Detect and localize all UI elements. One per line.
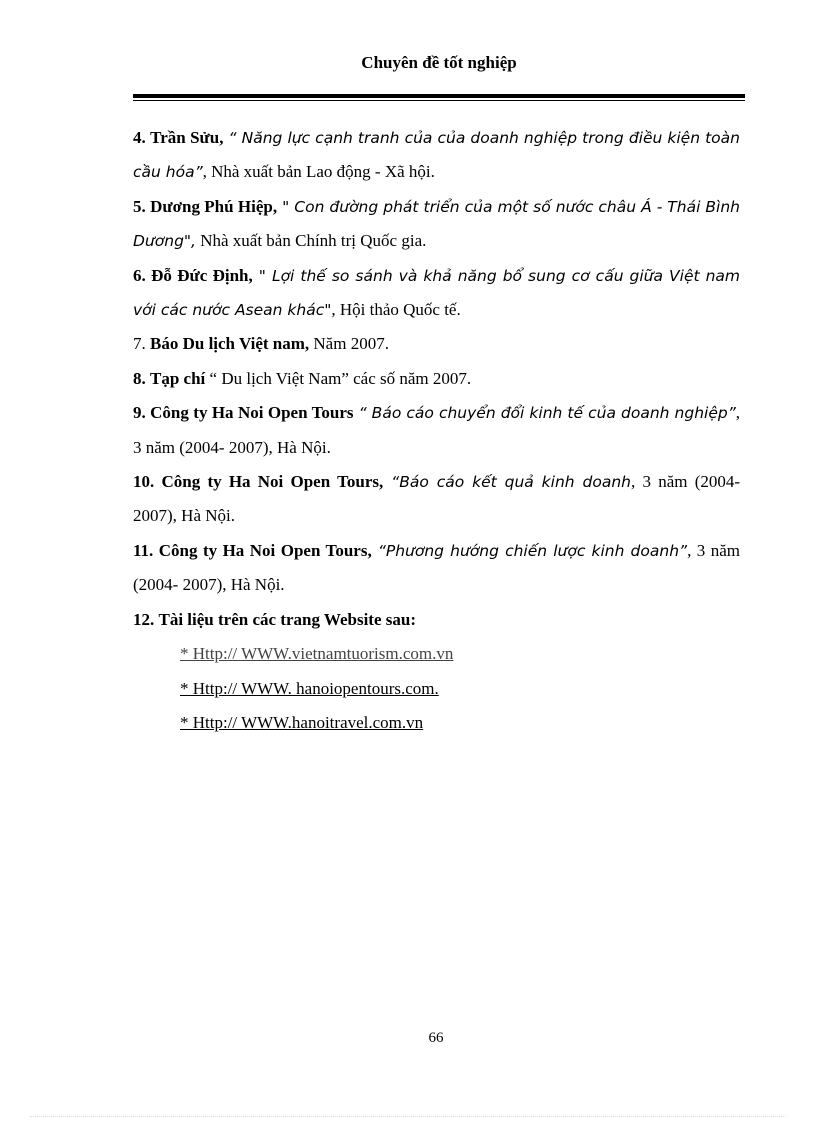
page-bottom-dotted-border <box>30 1116 786 1117</box>
reference-number: 4. <box>133 128 146 147</box>
reference-publisher: “ Du lịch Việt Nam” các số năm 2007. <box>205 368 472 388</box>
reference-number: 9. <box>133 403 146 423</box>
reference-publisher: , 3 năm (2004- 2007), Hà Nội. <box>133 540 740 595</box>
reference-author: Đỗ Đức Định, <box>151 265 253 285</box>
reference-number: 7. <box>133 334 146 354</box>
reference-author: Tạp chí <box>150 368 206 388</box>
reference-publisher: , 3 năm (2004- 2007), Hà Nội. <box>133 472 741 526</box>
reference-title: “ Năng lực cạnh tranh của của doanh nghiệp trong điều kiện toàn cầu hóa” <box>133 129 740 182</box>
reference-title: " Con đường phát triển của một số nước châu Á - Thái Bình Dương", <box>133 197 740 251</box>
reference-item-10 <box>133 465 740 534</box>
reference-author: Dương Phú Hiệp, <box>150 196 278 216</box>
website-link-vietnamtourism[interactable]: * Http:// WWW.vietnamtuorism.com.vn <box>180 644 454 664</box>
reference-publisher: , 3 năm (2004- 2007), Hà Nội. <box>133 403 741 457</box>
reference-number: 6. <box>133 265 146 285</box>
reference-publisher: , Hội thảo Quốc tế. <box>331 300 461 320</box>
reference-title: “ Báo cáo chuyển đổi kinh tế của doanh nghiệp” <box>353 404 736 423</box>
reference-title: “Báo cáo kết quả kinh doanh <box>383 473 631 492</box>
reference-item-9 <box>133 396 740 465</box>
reference-item-8 <box>133 362 740 396</box>
reference-author: Công ty Ha Noi Open Tours <box>150 403 354 423</box>
reference-title: “Phương hướng chiến lược kinh doanh” <box>371 541 688 560</box>
reference-number: 12. <box>133 609 155 629</box>
reference-author: Tài liệu trên các trang Website sau: <box>158 609 416 629</box>
website-link-hanoiopentours[interactable]: * Http:// WWW. hanoiopentours.com. <box>180 678 439 698</box>
page-number: 66 <box>428 1030 444 1046</box>
reference-author: Công ty Ha Noi Open Tours, <box>158 540 372 560</box>
reference-item-12 <box>133 603 740 637</box>
reference-publisher: Năm 2007. <box>309 334 389 354</box>
reference-item-5 <box>133 190 740 259</box>
reference-item-4 <box>133 121 740 190</box>
reference-item-11 <box>133 534 740 603</box>
reference-author: Công ty Ha Noi Open Tours, <box>161 472 384 492</box>
reference-number: 5. <box>133 196 146 216</box>
reference-list <box>133 121 740 740</box>
reference-number: 11. <box>133 540 154 560</box>
reference-item-6 <box>133 259 740 328</box>
header-rule-thin <box>133 100 745 101</box>
reference-item-7 <box>133 327 740 361</box>
reference-author: Trần Sửu, <box>150 128 224 147</box>
page-header-title: Chuyên đề tốt nghiệp <box>361 53 517 72</box>
reference-publisher: Nhà xuất bản Chính trị Quốc gia. <box>195 231 427 251</box>
reference-number: 10. <box>133 472 155 492</box>
reference-number: 8. <box>133 368 146 388</box>
reference-publisher: , Nhà xuất bản Lao động - Xã hội. <box>202 162 435 182</box>
reference-author: Báo Du lịch Việt nam, <box>150 334 310 354</box>
reference-title: " Lợi thế so sánh và khả năng bổ sung cơ cấu giữa Việt nam với các nước Asean khác" <box>133 266 740 320</box>
website-link-hanoitravel[interactable]: * Http:// WWW.hanoitravel.com.vn <box>180 712 424 732</box>
header-rule-thick <box>133 94 745 98</box>
